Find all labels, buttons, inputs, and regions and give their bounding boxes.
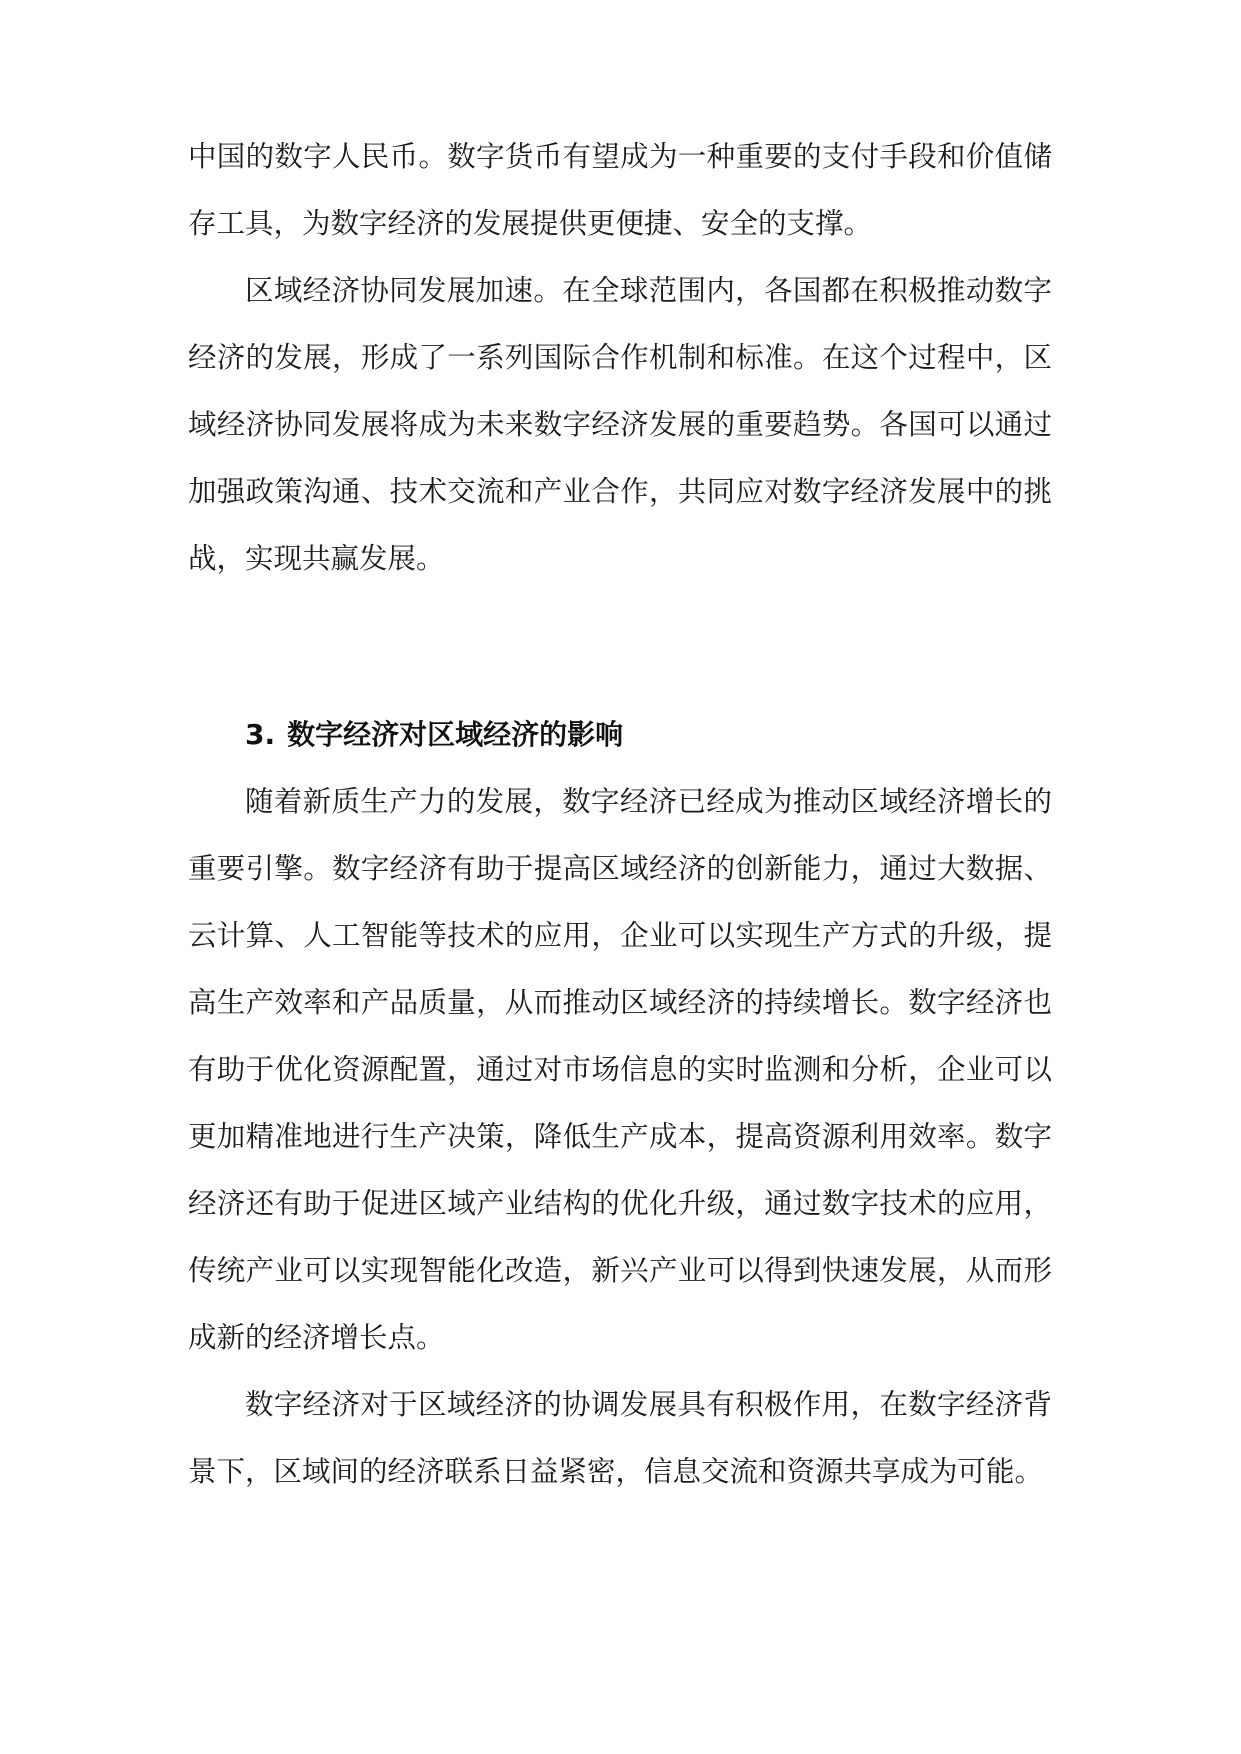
section-title: 数字经济对区域经济的影响 — [287, 718, 624, 751]
body-text-bottom — [188, 768, 1052, 1505]
section-number: 3. — [245, 718, 276, 751]
body-text-top — [188, 123, 1052, 592]
paragraph-regional-coordination: 区域经济协同发展加速。在全球范围内，各国都在积极推动数字经济的发展，形成了一系列国际合作机制和标准。在这个过程中，区域经济协同发展将成为未来数字经济发展的重要趋势。各国可以通过加强政策沟通、技术交流和产业合作，共同应对数字经济发展中的挑战，实现共赢发展。 — [188, 274, 1052, 575]
paragraph-coordinated-development: 数字经济对于区域经济的协调发展具有积极作用，在数字经济背景下，区域间的经济联系日益紧密，信息交流和资源共享成为可能。 — [188, 1388, 1052, 1488]
paragraph-continuation: 中国的数字人民币。数字货币有望成为一种重要的支付手段和价值储存工具，为数字经济的发展提供更便捷、安全的支撑。 — [188, 140, 1052, 240]
section-heading — [245, 701, 623, 768]
paragraph-digital-economy-growth: 随着新质生产力的发展，数字经济已经成为推动区域经济增长的重要引擎。数字经济有助于提高区域经济的创新能力，通过大数据、云计算、人工智能等技术的应用，企业可以实现生产方式的升级，提高生产效率和产品质量，从而推动区域经济的持续增长。数字经济也有助于优化资源配置，通过对市场信息的实时监测和分析，企业可以更加精准地进行生产决策，降低生产成本，提高资源利用效率。数字经济还有助于促进区域产业结构的优化升级，通过数字技术的应用，传统产业可以实现智能化改造，新兴产业可以得到快速发展，从而形成新的经济增长点。 — [188, 785, 1052, 1354]
